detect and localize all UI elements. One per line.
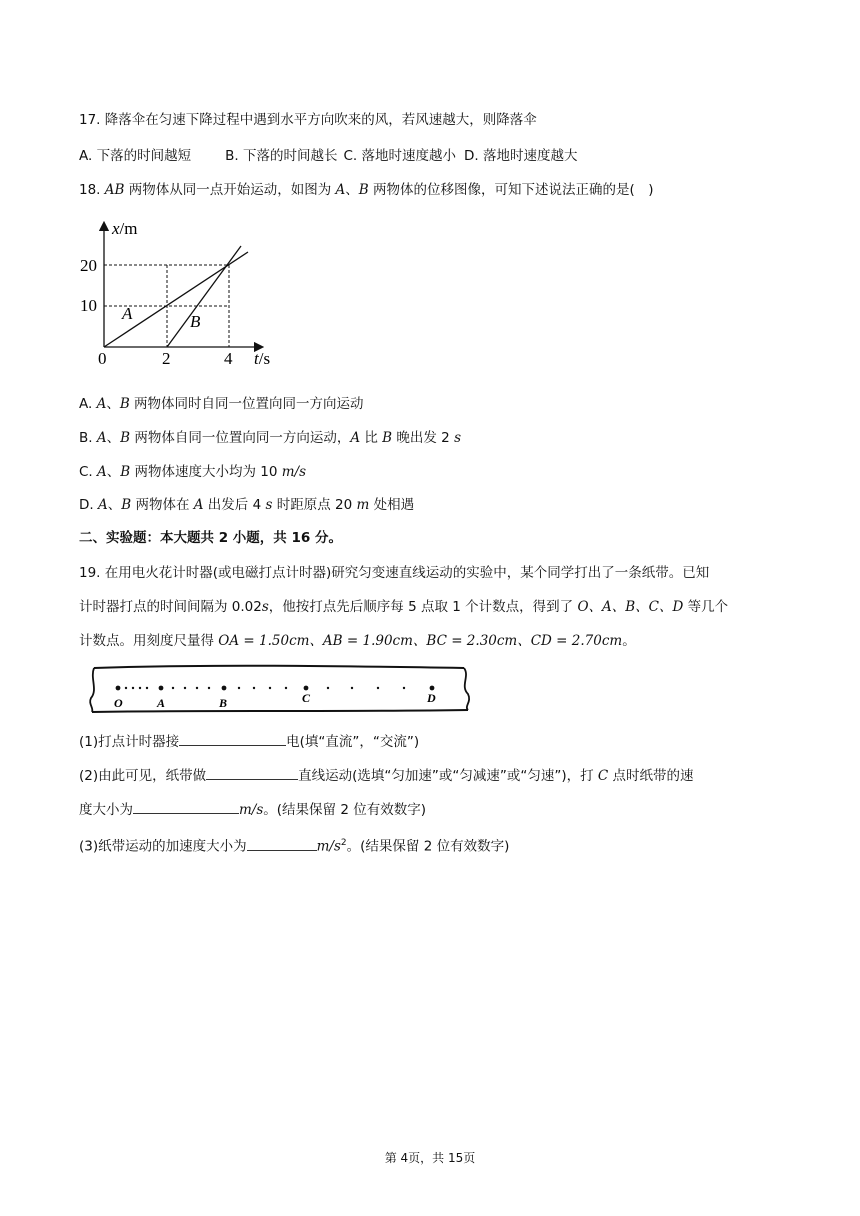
paper-tape-figure (88, 662, 478, 720)
answer-blank-1[interactable] (179, 731, 286, 746)
line-b (167, 246, 241, 347)
y-tick-10: 10 (80, 296, 97, 315)
line-b-label: B (190, 312, 201, 331)
dot (269, 687, 271, 689)
q17-option-b: B. 下落的时间越长 (225, 148, 338, 164)
tape-label-a: A (157, 696, 166, 710)
x-tick-2: 2 (162, 349, 171, 368)
x-axis-label: t/s (254, 349, 271, 368)
dot-o (116, 686, 121, 691)
y-axis-label: x/m (112, 219, 138, 238)
dot (327, 687, 329, 689)
q19-part-2-cont: 度大小为 m/s。(结果保留 2 位有效数字) (79, 799, 426, 820)
dot-d (430, 686, 435, 691)
q18-option-b: B. A、B 两物体自同一位置向同一方向运动，A 比 B 晚出发 2 s (79, 430, 461, 446)
dot (403, 687, 405, 689)
tape-dots (116, 686, 435, 691)
q17-option-c: C. 落地时速度越小 (343, 148, 456, 164)
dot (146, 687, 148, 689)
dot (184, 687, 186, 689)
dot (351, 687, 353, 689)
page-footer: 第 4页，共 15页 (384, 1151, 476, 1165)
dot (125, 687, 127, 689)
q17-stem: 17. 降落伞在匀速下降过程中遇到水平方向吹来的风，若风速越大，则降落伞 (79, 112, 537, 128)
tape-right-edge (464, 668, 469, 710)
tape-label-c: C (302, 691, 311, 705)
y-tick-20: 20 (80, 256, 97, 275)
displacement-time-graph (74, 218, 284, 378)
q18-option-d: D. A、B 两物体在 A 出发后 4 s 时距原点 20 m 处相遇 (79, 497, 415, 513)
q18-option-c: C. A、B 两物体速度大小均为 10 m/s (79, 464, 307, 480)
tape-left-edge (90, 668, 94, 712)
q19-part-2: (2)由此可见，纸带做 直线运动(选填“匀加速”或“匀减速”或“匀速”)，打 C 点时纸带的速 (79, 765, 694, 786)
q17-option-a: A. 下落的时间越短 (79, 148, 192, 164)
line-a-label: A (122, 304, 133, 323)
dot (132, 687, 134, 689)
tape-label-o: O (114, 696, 123, 710)
tape-label-b: B (219, 696, 228, 710)
dot-b (222, 686, 227, 691)
q19-line-1: 19. 在用电火花计时器(或电磁打点计时器)研究匀变速直线运动的实验中，某个同学打出了一条纸带。已知 (79, 565, 710, 581)
q18-option-a: A. A、B 两物体同时自同一位置向同一方向运动 (79, 396, 364, 412)
dot (139, 687, 141, 689)
x-tick-4: 4 (224, 349, 233, 368)
q19-part-1: (1)打点计时器接 电(填“直流”，“交流”) (79, 731, 419, 752)
q19-line-3: 计数点。用刻度尺量得 OA = 1.50cm、AB = 1.90cm、BC = 2.30cm、CD = 2.70cm。 (79, 633, 636, 649)
q19-line-2: 计时器打点的时间间隔为 0.02s，他按打点先后顺序每 5 点取 1 个计数点，得到了 O、A、B、C、D 等几个 (79, 599, 729, 615)
origin-label: 0 (98, 349, 107, 368)
answer-blank-3[interactable] (133, 799, 239, 814)
q17-option-d: D. 落地时速度越大 (463, 148, 578, 164)
dot (196, 687, 198, 689)
q19-part-3: (3)纸带运动的加速度大小为 $m/s^2$。(结果保留 2 位有效数字) (79, 833, 509, 857)
dot-a (159, 686, 164, 691)
dot (377, 687, 379, 689)
dot (208, 687, 210, 689)
tape-label-d: D (427, 691, 436, 705)
dot (253, 687, 255, 689)
answer-blank-4[interactable] (247, 836, 317, 851)
q18-stem: 18. AB 两物体从同一点开始运动，如图为 A、B 两物体的位移图像，可知下述说法正确的是( ) (79, 182, 654, 198)
dot (238, 687, 240, 689)
dot (172, 687, 174, 689)
answer-blank-2[interactable] (206, 765, 298, 780)
q17-options (79, 146, 577, 166)
section-2-title: 二、实验题：本大题共 2 小题，共 16 分。 (79, 530, 342, 546)
tape-top-edge (94, 666, 464, 668)
tape-bottom-edge (92, 710, 468, 712)
dot-c (304, 686, 309, 691)
dot (285, 687, 287, 689)
